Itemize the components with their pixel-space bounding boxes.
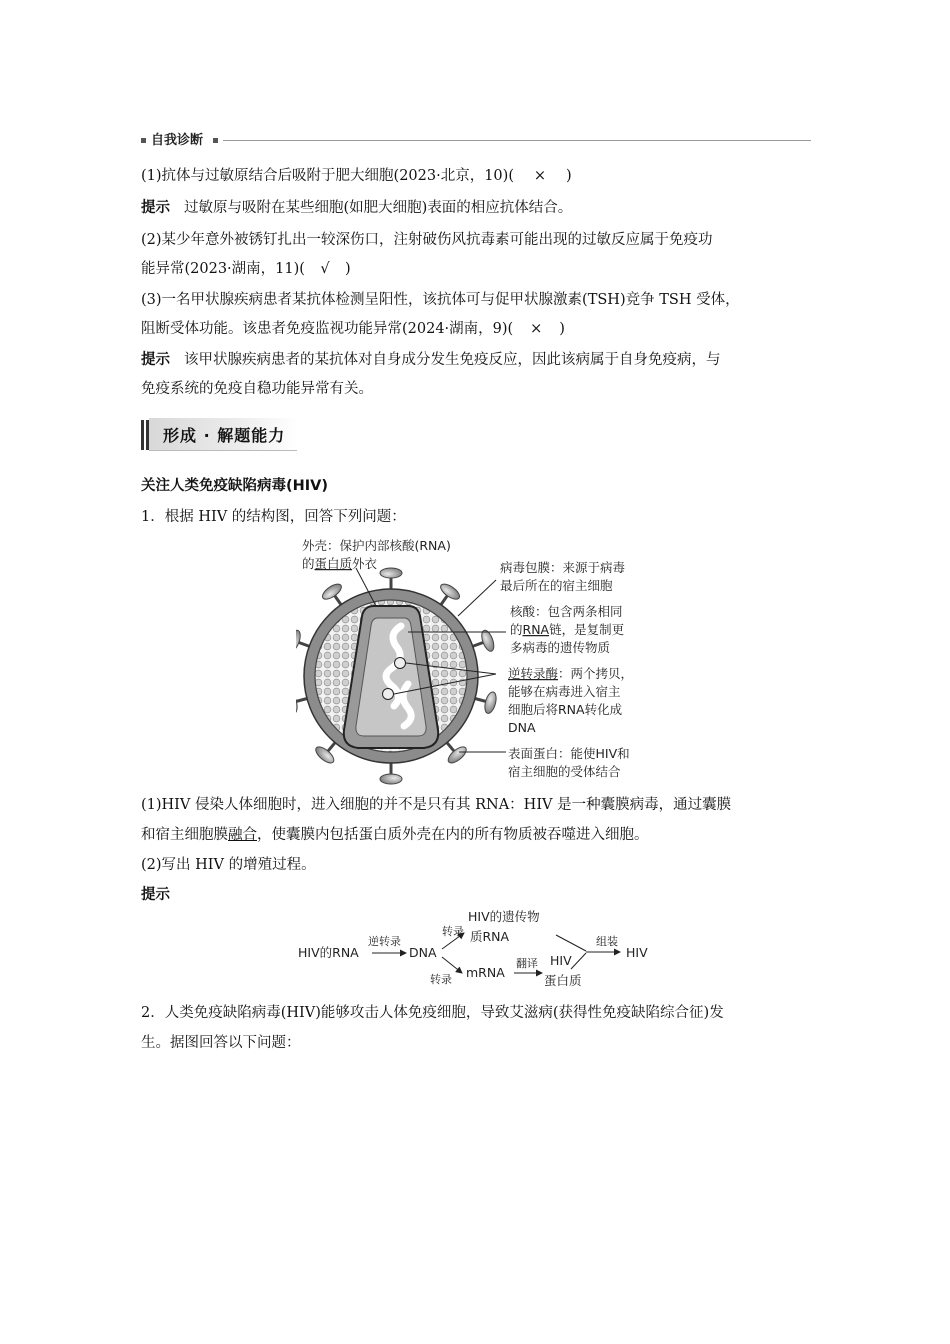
item-text: (3)一名甲状腺疾病患者某抗体检测呈阳性，该抗体可与促甲状腺激素(TSH)竞争 TSH 受体， — [141, 292, 740, 308]
question-2: 2．人类免疫缺陷病毒(HIV)能够攻击人体免疫细胞，导致艾滋病(获得性免疫缺陷综合征)发 — [141, 1005, 724, 1021]
section-title: 形成 · 解题能力 — [163, 426, 286, 445]
flow-label-assemble: 组装 — [596, 935, 618, 948]
flow-end: HIV — [626, 945, 648, 960]
text: 和宿主细胞膜 — [141, 827, 228, 843]
flow-dna: DNA — [409, 945, 437, 960]
hiv-structure-figure — [296, 534, 666, 786]
label-nucleic-3: 多病毒的遗传物质 — [510, 640, 611, 655]
hint-2 — [141, 350, 721, 370]
answer-mark: × — [530, 321, 543, 337]
label-shell-2: 的蛋白质外衣 — [302, 556, 378, 571]
label-rt: 逆转录酶：两个拷贝， — [508, 666, 634, 681]
flow-genetic-material-2: 质RNA — [470, 929, 510, 944]
hint-label: 提示 — [141, 200, 170, 216]
answer-mark: √ — [320, 261, 330, 277]
reverse-transcriptase — [395, 658, 406, 669]
topic-heading: 关注人类免疫缺陷病毒(HIV) — [141, 478, 329, 494]
label-nucleic-2: 的RNA链，是复制更 — [510, 622, 625, 637]
item-close: ) — [565, 168, 572, 184]
self-diagnosis-header — [141, 132, 811, 150]
label-rt-2: 能够在病毒进入宿主 — [508, 684, 621, 699]
hint-label: 提示 — [141, 352, 170, 368]
label-rt-4: DNA — [508, 720, 536, 735]
hint-1 — [141, 198, 572, 218]
diagnosis-item-3-cont — [141, 319, 565, 339]
hint-text: 过敏原与吸附在某些细胞(如肥大细胞)表面的相应抗体结合。 — [184, 200, 573, 216]
flow-label-rt: 逆转录 — [368, 935, 401, 948]
item-text: (2)某少年意外被锈钉扎出一较深伤口，注射破伤风抗毒素可能出现的过敏反应属于免疫功 — [141, 232, 713, 248]
answer-1-1: (1)HIV 侵染人体细胞时，进入细胞的并不是只有其 RNA：HIV 是一种囊膜病毒，通过囊膜 — [141, 797, 732, 813]
diagnosis-item-3 — [141, 290, 740, 310]
item-close: ) — [559, 321, 565, 337]
flow-start: HIV的RNA — [298, 945, 359, 960]
flow-mrna: mRNA — [466, 965, 505, 980]
diagnosis-item-2-cont — [141, 259, 351, 279]
banner-box — [149, 418, 297, 451]
item-text: 能异常(2023·湖南，11)( — [141, 261, 305, 277]
header-divider — [223, 140, 811, 141]
hint-2-cont — [141, 379, 373, 399]
reverse-transcriptase — [383, 689, 394, 700]
answer-1-1-cont — [141, 825, 649, 845]
square-bullet-icon — [213, 138, 218, 143]
flow-genetic-material: HIV的遗传物 — [468, 909, 540, 924]
underlined-term: 融合 — [228, 827, 257, 843]
hint-text: 该甲状腺疾病患者的某抗体对自身成分发生免疫反应，因此该病属于自身免疫病，与 — [184, 352, 721, 368]
flow-protein: HIV — [550, 953, 572, 968]
label-nucleic: 核酸：包含两条相同 — [510, 604, 623, 619]
question-1-2: (2)写出 HIV 的增殖过程。 — [141, 857, 316, 873]
flow-label-transcribe-1: 转录 — [442, 925, 464, 938]
label-surface-2: 宿主细胞的受体结合 — [508, 764, 621, 779]
text: ，使囊膜内包括蛋白质外壳在内的所有物质被吞噬进入细胞。 — [257, 827, 649, 843]
label-surface: 表面蛋白：能使HIV和 — [508, 746, 630, 761]
label-envelope-2: 最后所在的宿主细胞 — [500, 578, 613, 593]
hint-text: 免疫系统的免疫自稳功能异常有关。 — [141, 381, 373, 397]
question-2-cont: 生。据图回答以下问题： — [141, 1035, 301, 1051]
item-text: (1)抗体与过敏原结合后吸附于肥大细胞(2023·北京，10)( — [141, 168, 514, 184]
section-banner — [141, 418, 299, 452]
label-envelope: 病毒包膜：来源于病毒 — [500, 560, 626, 575]
hint-label: 提示 — [141, 887, 170, 903]
question-1: 1．根据 HIV 的结构图，回答下列问题： — [141, 509, 406, 525]
diagnosis-item-2 — [141, 230, 713, 250]
item-close: ) — [344, 261, 351, 277]
flow-protein-2: 蛋白质 — [544, 973, 582, 988]
label-shell: 外壳：保护内部核酸(RNA) — [302, 538, 451, 553]
label-rt-3: 细胞后将RNA转化成 — [508, 702, 623, 717]
square-bullet-icon — [141, 138, 146, 143]
self-diagnosis-title: 自我诊断 — [151, 133, 204, 148]
flow-label-translate: 翻译 — [516, 957, 538, 970]
answer-mark: × — [533, 168, 547, 184]
hiv-proliferation-diagram — [296, 905, 666, 991]
flow-label-transcribe-2: 转录 — [430, 973, 452, 986]
item-text: 阻断受体功能。该患者免疫监视功能异常(2024·湖南，9)( — [141, 321, 514, 337]
diagnosis-item-1 — [141, 166, 572, 186]
